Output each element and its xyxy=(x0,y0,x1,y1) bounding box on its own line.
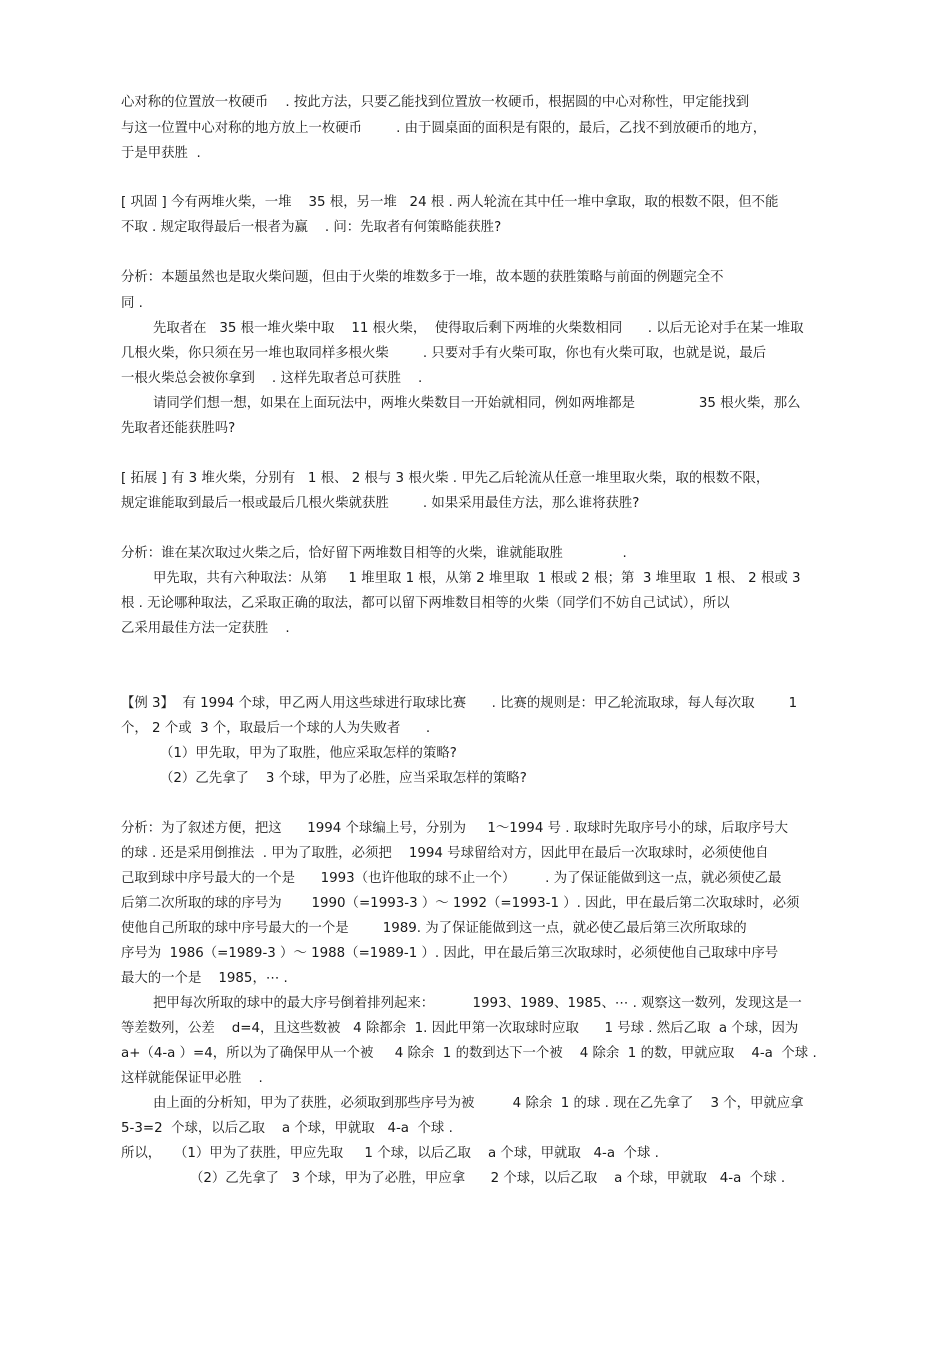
conclusion-line: （2）乙先拿了 3 个球，甲为了必胜，甲应拿 2 个球，以后乙取 a 个球，甲就取 4-a 个球 . xyxy=(190,1171,786,1186)
text-line: [ 巩固 ] 今有两堆火柴，一堆 35 根，另一堆 24 根 . 两人轮流在其中任一堆中拿取，取的根数不限，但不能 xyxy=(121,195,779,210)
text-line: 乙采用最佳方法一定获胜 . xyxy=(121,621,290,636)
question-item: （1）甲先取，甲为了取胜，他应采取怎样的策略? xyxy=(160,746,457,761)
text-line: 不取 . 规定取得最后一根者为赢 . 问：先取者有何策略能获胜? xyxy=(121,220,502,235)
text-line: 后第二次所取的球的序号为 1990（=1993-3 ）～ 1992（=1993-1 ）. 因此，甲在最后第二次取球时，必须 xyxy=(121,896,800,911)
text-line: 5-3=2 个球，以后乙取 a 个球，甲就取 4-a 个球 . xyxy=(121,1121,453,1136)
question-item: （2）乙先拿了 3 个球，甲为了必胜，应当采取怎样的策略? xyxy=(160,771,527,786)
text-line: 心对称的位置放一枚硬币 . 按此方法，只要乙能找到位置放一枚硬币，根据圆的中心对称性，甲定能找到 xyxy=(121,95,750,110)
text-line: 己取到球中序号最大的一个是 1993（也许他取的球不止一个） . 为了保证能做到这一点，就必须使乙最 xyxy=(121,871,782,886)
text-line: 个， 2 个或 3 个，取最后一个球的人为失败者 . xyxy=(121,721,431,736)
text-line: 规定谁能取到最后一根或最后几根火柴就获胜 . 如果采用最佳方法，那么谁将获胜? xyxy=(121,496,640,511)
text-line: 先取者在 35 根一堆火柴中取 11 根火柴， 使得取后剩下两堆的火柴数相同 . 以后无论对手在某一堆取 xyxy=(153,321,804,336)
text-line: 分析：谁在某次取过火柴之后，恰好留下两堆数目相等的火柴，谁就能取胜 . xyxy=(121,546,627,561)
text-line: [ 拓展 ] 有 3 堆火柴，分别有 1 根、 2 根与 3 根火柴 . 甲先乙后轮流从任意一堆里取火柴，取的根数不限， xyxy=(121,471,770,486)
text-line: 等差数列，公差 d=4，且这些数被 4 除都余 1. 因此甲第一次取球时应取 1 号球 . 然后乙取 a 个球，因为 xyxy=(121,1021,799,1036)
text-line: 把甲每次所取的球中的最大序号倒着排列起来： 1993、1989、1985、⋯ . 观察这一数列，发现这是一 xyxy=(153,996,802,1011)
text-line: 最大的一个是 1985，⋯ . xyxy=(121,971,288,986)
text-line: 这样就能保证甲必胜 . xyxy=(121,1071,263,1086)
text-line: a+（4-a ）=4，所以为了确保甲从一个被 4 除余 1 的数到达下一个被 4 除余 1 的数，甲就应取 4-a 个球 . xyxy=(121,1046,817,1061)
text-line: 一根火柴总会被你拿到 . 这样先取者总可获胜 . xyxy=(121,371,423,386)
text-line: 的球 . 还是采用倒推法 . 甲为了取胜，必须把 1994 号球留给对方，因此甲在最后一次取球时，必须使他自 xyxy=(121,846,769,861)
text-line: 请同学们想一想，如果在上面玩法中，两堆火柴数目一开始就相同，例如两堆都是 35 根火柴，那么 xyxy=(153,396,801,411)
text-line: 分析：为了叙述方便，把这 1994 个球编上号，分别为 1～1994 号 . 取球时先取序号小的球，后取序号大 xyxy=(121,821,789,836)
conclusion-line: 所以， （1）甲为了获胜，甲应先取 1 个球，以后乙取 a 个球，甲就取 4-a 个球 . xyxy=(121,1146,659,1161)
text-line: 先取者还能获胜吗? xyxy=(121,421,236,436)
text-line: 甲先取，共有六种取法：从第 1 堆里取 1 根，从第 2 堆里取 1 根或 2 根；第 3 堆里取 1 根、 2 根或 3 xyxy=(153,571,801,586)
text-line: 于是甲获胜 . xyxy=(121,146,201,161)
example-heading: 【例 3】 有 1994 个球，甲乙两人用这些球进行取球比赛 . 比赛的规则是：甲乙轮流取球，每人每次取 1 xyxy=(121,696,798,711)
text-line: 几根火柴，你只须在另一堆也取同样多根火柴 . 只要对手有火柴可取，你也有火柴可取，也就是说，最后 xyxy=(121,346,767,361)
text-line: 与这一位置中心对称的地方放上一枚硬币 . 由于圆桌面的面积是有限的，最后，乙找不到放硬币的地方， xyxy=(121,121,767,136)
text-line: 根 . 无论哪种取法，乙采取正确的取法，都可以留下两堆数目相等的火柴（同学们不妨自己试试），所以 xyxy=(121,596,730,611)
text-line: 同 . xyxy=(121,296,143,311)
text-line: 使他自己所取的球中序号最大的一个是 1989. 为了保证能做到这一点，就必使乙最后第三次所取球的 xyxy=(121,921,747,936)
text-line: 序号为 1986（=1989-3 ）～ 1988（=1989-1 ）. 因此，甲在最后第三次取球时，必须使他自己取球中序号 xyxy=(121,946,779,961)
text-line: 分析：本题虽然也是取火柴问题，但由于火柴的堆数多于一堆，故本题的获胜策略与前面的例题完全不 xyxy=(121,270,724,285)
text-line: 由上面的分析知，甲为了获胜，必须取到那些序号为被 4 除余 1 的球 . 现在乙先拿了 3 个，甲就应拿 xyxy=(153,1096,804,1111)
